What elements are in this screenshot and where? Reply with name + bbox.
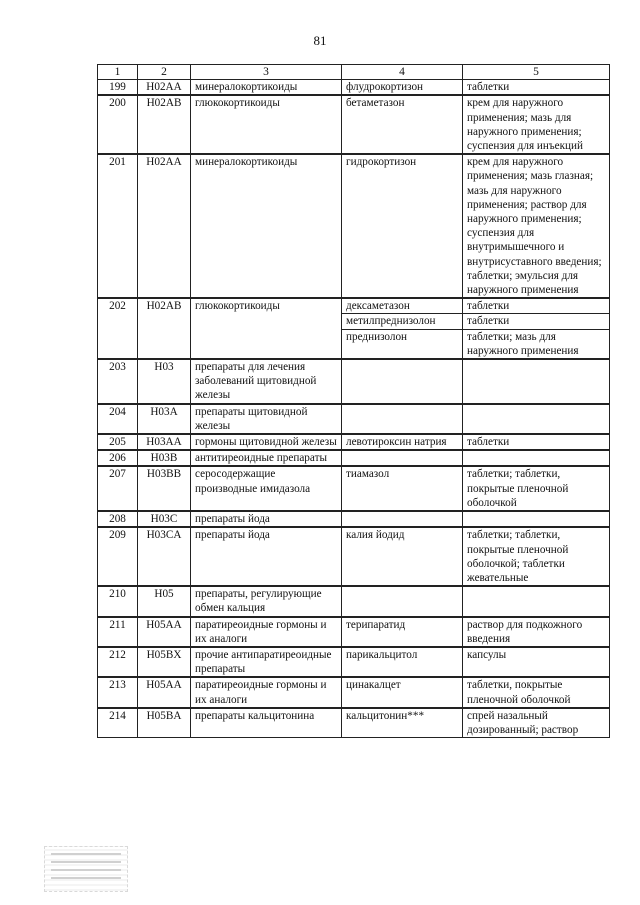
table-row — [98, 404, 610, 434]
anatomical-group: паратиреоидные гормоны и их аналоги — [191, 617, 342, 647]
drug-name: терипаратид — [342, 617, 463, 647]
row-number: 211 — [98, 617, 138, 647]
dosage-form: таблетки; таблетки, покрытые пленочной оболочкой; таблетки жевательные — [463, 527, 610, 586]
anatomical-group: минералокортикоиды — [191, 154, 342, 298]
table-row — [98, 154, 610, 298]
dosage-form — [463, 359, 610, 404]
dosage-form — [463, 511, 610, 527]
row-number: 202 — [98, 298, 138, 359]
row-number: 208 — [98, 511, 138, 527]
dosage-form: капсулы — [463, 647, 610, 677]
row-number: 199 — [98, 80, 138, 96]
drug-name: бетаметазон — [342, 95, 463, 154]
atc-code: H03AA — [138, 434, 191, 450]
atc-code: H02AA — [138, 154, 191, 298]
atc-code: H03B — [138, 450, 191, 466]
page-number: 81 — [313, 33, 327, 48]
row-number: 210 — [98, 586, 138, 616]
drug-name: флудрокортизон — [342, 80, 463, 96]
table-row — [98, 617, 610, 647]
table-row — [98, 95, 610, 154]
drug-name: дексаметазон — [342, 298, 463, 314]
row-number: 206 — [98, 450, 138, 466]
dosage-form: таблетки; мазь для наружного применения — [463, 329, 610, 359]
row-number: 201 — [98, 154, 138, 298]
row-number: 204 — [98, 404, 138, 434]
drug-name: левотироксин натрия — [342, 434, 463, 450]
atc-code: H02AB — [138, 298, 191, 359]
anatomical-group: препараты йода — [191, 511, 342, 527]
table-row — [98, 677, 610, 707]
table-row — [98, 708, 610, 738]
atc-code: H05 — [138, 586, 191, 616]
dosage-form — [463, 450, 610, 466]
drug-name: калия йодид — [342, 527, 463, 586]
drug-name — [342, 404, 463, 434]
dosage-form: таблетки, покрытые пленочной оболочкой — [463, 677, 610, 707]
column-header-3: 3 — [191, 65, 342, 80]
table-row — [98, 359, 610, 404]
table-body — [98, 80, 610, 738]
dosage-form: таблетки — [463, 298, 610, 314]
drug-name: парикальцитол — [342, 647, 463, 677]
row-number: 207 — [98, 466, 138, 511]
table-row — [98, 586, 610, 616]
drug-name: преднизолон — [342, 329, 463, 359]
atc-code: H05BA — [138, 708, 191, 738]
atc-code: H03BB — [138, 466, 191, 511]
anatomical-group: препараты, регулирующие обмен кальция — [191, 586, 342, 616]
table-row — [98, 80, 610, 96]
anatomical-group: препараты для лечения заболеваний щитовидной железы — [191, 359, 342, 404]
anatomical-group: препараты щитовидной железы — [191, 404, 342, 434]
dosage-form: таблетки — [463, 434, 610, 450]
atc-code: H05BX — [138, 647, 191, 677]
atc-code: H05AA — [138, 677, 191, 707]
medication-table — [97, 64, 610, 738]
table-row — [98, 527, 610, 586]
dosage-form: спрей назальный дозированный; раствор — [463, 708, 610, 738]
table-row — [98, 466, 610, 511]
drug-name: метилпреднизолон — [342, 314, 463, 329]
table-row — [98, 298, 610, 314]
drug-name — [342, 450, 463, 466]
table-row — [98, 450, 610, 466]
anatomical-group: препараты кальцитонина — [191, 708, 342, 738]
row-number: 200 — [98, 95, 138, 154]
drug-name: гидрокортизон — [342, 154, 463, 298]
table-row — [98, 511, 610, 527]
row-number: 213 — [98, 677, 138, 707]
table-header — [98, 65, 610, 80]
drug-name — [342, 511, 463, 527]
dosage-form: раствор для подкожного введения — [463, 617, 610, 647]
atc-code: H03C — [138, 511, 191, 527]
anatomical-group: антитиреоидные препараты — [191, 450, 342, 466]
row-number: 209 — [98, 527, 138, 586]
stamp-mark — [44, 846, 128, 892]
dosage-form: таблетки — [463, 314, 610, 329]
anatomical-group: глюкокортикоиды — [191, 95, 342, 154]
atc-code: H05AA — [138, 617, 191, 647]
dosage-form — [463, 586, 610, 616]
column-header-2: 2 — [138, 65, 191, 80]
atc-code: H03A — [138, 404, 191, 434]
column-header-5: 5 — [463, 65, 610, 80]
atc-code: H03 — [138, 359, 191, 404]
drug-name: кальцитонин*** — [342, 708, 463, 738]
dosage-form: крем для наружного применения; мазь для наружного применения; суспензия для инъекций — [463, 95, 610, 154]
table-row — [98, 434, 610, 450]
drug-name: цинакалцет — [342, 677, 463, 707]
drug-name — [342, 586, 463, 616]
anatomical-group: серосодержащие производные имидазола — [191, 466, 342, 511]
anatomical-group: гормоны щитовидной железы — [191, 434, 342, 450]
column-header-4: 4 — [342, 65, 463, 80]
anatomical-group: глюкокортикоиды — [191, 298, 342, 359]
atc-code: H03CA — [138, 527, 191, 586]
table-row — [98, 647, 610, 677]
atc-code: H02AB — [138, 95, 191, 154]
dosage-form: крем для наружного применения; мазь глазная; мазь для наружного применения; раствор для наружного применения; суспензия для внутримышечного и внутрисуставного введения; таблетки; эмульсия для наружного применения — [463, 154, 610, 298]
dosage-form: таблетки — [463, 80, 610, 96]
drug-name — [342, 359, 463, 404]
row-number: 205 — [98, 434, 138, 450]
row-number: 212 — [98, 647, 138, 677]
row-number: 203 — [98, 359, 138, 404]
anatomical-group: минералокортикоиды — [191, 80, 342, 96]
anatomical-group: паратиреоидные гормоны и их аналоги — [191, 677, 342, 707]
dosage-form — [463, 404, 610, 434]
anatomical-group: прочие антипаратиреоидные препараты — [191, 647, 342, 677]
anatomical-group: препараты йода — [191, 527, 342, 586]
column-header-1: 1 — [98, 65, 138, 80]
row-number: 214 — [98, 708, 138, 738]
atc-code: H02AA — [138, 80, 191, 96]
dosage-form: таблетки; таблетки, покрытые пленочной оболочкой — [463, 466, 610, 511]
drug-name: тиамазол — [342, 466, 463, 511]
